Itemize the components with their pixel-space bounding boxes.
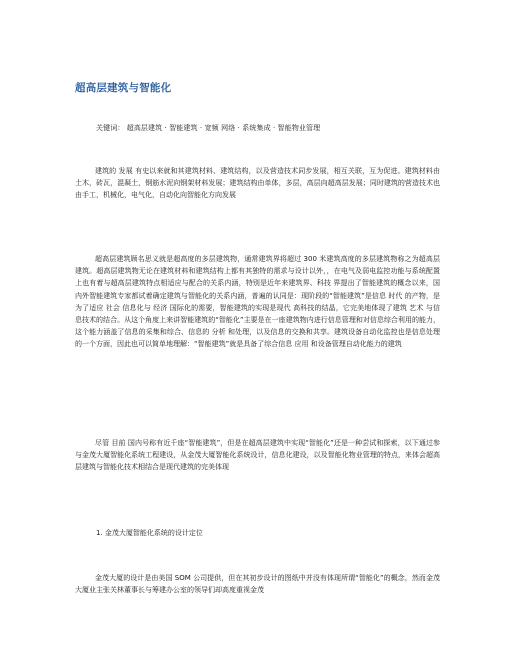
section-heading: 1. 金茂大厦智能化系统的设计定位 [96, 529, 203, 537]
body-paragraph: 建筑的 发展 有史以来就和其建筑材料、建筑结构，以及营造技术同步发展，相互关联，互为促进。建筑材料由土木，砖瓦，混凝土，钢筋水泥向钢架材料发展；建筑结构由单体，多层，高层向超高层发展；同时建筑的营造技术也由手工，机械化，电气化，自动化向智能化方向发展 [75, 167, 440, 200]
body-paragraph: 超高层建筑顾名思义就是超高度的多层建筑物，通常建筑界将超过 300 米建筑高度的多层建筑物称之为超高层建筑。超高层建筑物无论在建筑材料和建筑结构上都有其独特的需求与设计以外，，在电气及弱电监控功能与系统配置上也有着与超高层建筑特点相适应与配合的关系内涵，特别是近年来建筑界、科技 界提出了智能建筑的概念以来，国内外智能建筑专家都试着确定建筑与智能化的关系内涵，普遍的认同是：现阶段的“智能建筑”是信息 时代 的产物，是为了适应 社会 信息化与 经济 国际化的需要，智能建筑的实现是现代 高科技的结晶，它完美地体现了建筑 艺术 与信息技术的结合。从这个角度上来讲智能建筑的“智能化”主要是在一座建筑物内进行信息管理和对信息综合利用的能力，这个能力涵盖了信息的采集和综合、信息的 分析 和处理，以及信息的交换和共享。建筑设备自动化监控也是信息处理的一个方面，因此也可以简单地理解：“智能建筑”就是具备了综合信息 应用 和设备管理自动化能力的建筑 [75, 255, 440, 349]
body-paragraph: 金茂大厦的设计是由美国 SOM 公司提供，但在其初步设计的图纸中并没有体现所谓“智能化”的概念，然而金茂大厦业主张关林董事长与筹建办公室的领导们却高度重视金茂 [75, 574, 440, 595]
document-title: 超高层建筑与智能化 [75, 82, 172, 94]
keywords-line: 关键词： 超高层建筑 · 智能建筑 · 宽频 网络 · 系统集成 · 智能物业管理 [96, 124, 321, 132]
body-paragraph: 尽管 目前 国内号称有近千座“智能建筑”，但是在超高层建筑中实现“智能化”还是一种尝试和探索，以下通过参与金茂大厦智能化系统工程建设，从金茂大厦智能化系统设计，信息化建设，以及智能化物业管理的特点，来体会超高层建筑与智能化技术相结合是现代建筑的完美体现 [75, 439, 440, 472]
